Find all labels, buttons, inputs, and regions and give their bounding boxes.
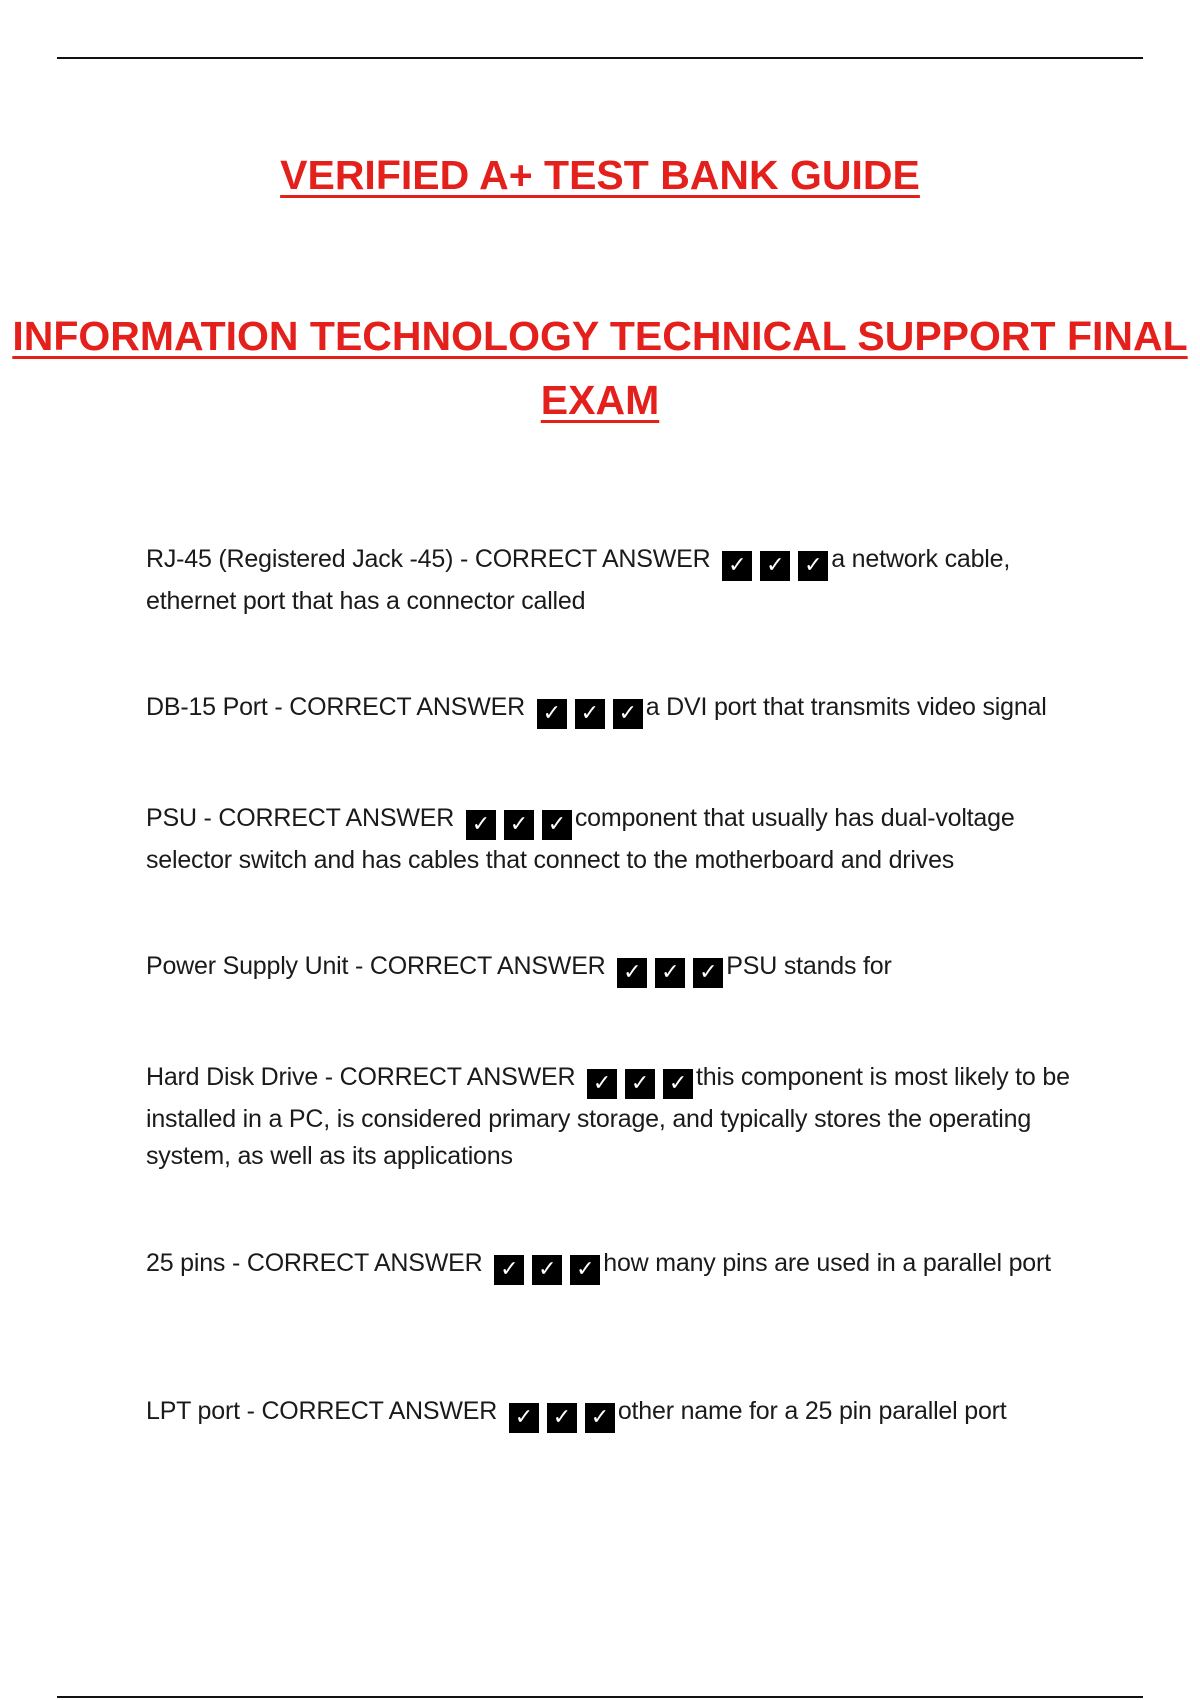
qa-answer: this component is most likely to be installed in a PC, is considered primary storage, and typically stores the operating system, as well as its applications [146,1063,1070,1170]
check-icon: ✓ [663,1069,693,1099]
check-icon: ✓ [655,958,685,988]
qa-term: Power Supply Unit [146,952,349,980]
check-icon: ✓ [547,1403,577,1433]
qa-item [146,1059,1076,1175]
check-marks [494,1250,600,1287]
qa-term: LPT port [146,1397,240,1425]
qa-term: RJ-45 (Registered Jack -45) [146,545,454,573]
qa-term: Hard Disk Drive [146,1063,319,1091]
check-icon: ✓ [625,1069,655,1099]
qa-separator: - CORRECT ANSWER [196,804,461,832]
qa-answer: component that usually has dual-voltage selector switch and has cables that connect to the motherboard and drives [146,804,1015,874]
exam-title: INFORMATION TECHNOLOGY TECHNICAL SUPPORT FINAL EXAM [12,313,1188,423]
qa-answer: other name for a 25 pin parallel port [617,1397,1007,1425]
check-marks [537,694,643,731]
check-icon: ✓ [466,810,496,840]
top-rule [57,57,1143,59]
check-icon: ✓ [532,1255,562,1285]
check-icon: ✓ [537,699,567,729]
check-icon: ✓ [570,1255,600,1285]
check-icon: ✓ [617,958,647,988]
check-icon: ✓ [494,1255,524,1285]
check-icon: ✓ [509,1403,539,1433]
bottom-rule [57,1696,1143,1698]
qa-answer: PSU stands for [726,952,892,980]
qa-item [146,1245,1076,1287]
check-marks [587,1064,693,1101]
qa-item [146,689,1076,731]
qa-item [146,1393,1076,1435]
qa-answer: how many pins are used in a parallel port [603,1249,1051,1277]
check-icon: ✓ [798,551,828,581]
check-marks [509,1398,615,1435]
qa-term: PSU [146,804,197,832]
check-marks [722,546,828,583]
check-icon: ✓ [613,699,643,729]
qa-term: 25 pins [146,1249,226,1277]
qa-item [146,541,1076,620]
check-icon: ✓ [542,810,572,840]
check-icon: ✓ [575,699,605,729]
check-icon: ✓ [722,551,752,581]
qa-separator: - CORRECT ANSWER [453,545,718,573]
qa-answer: a DVI port that transmits video signal [645,693,1047,721]
qa-item [146,800,1076,879]
check-icon: ✓ [693,958,723,988]
check-marks [617,953,723,990]
qa-term: DB-15 Port [146,693,268,721]
qa-separator: - CORRECT ANSWER [348,952,613,980]
qa-item [146,948,1076,990]
check-icon: ✓ [585,1403,615,1433]
check-icon: ✓ [760,551,790,581]
check-icon: ✓ [587,1069,617,1099]
guide-title: VERIFIED A+ TEST BANK GUIDE [280,152,920,198]
qa-separator: - CORRECT ANSWER [318,1063,583,1091]
qa-answer: a network cable, ethernet port that has a connector called [146,545,1011,615]
qa-separator: - CORRECT ANSWER [267,693,532,721]
qa-separator: - CORRECT ANSWER [239,1397,504,1425]
check-icon: ✓ [504,810,534,840]
check-marks [466,805,572,842]
qa-separator: - CORRECT ANSWER [225,1249,490,1277]
